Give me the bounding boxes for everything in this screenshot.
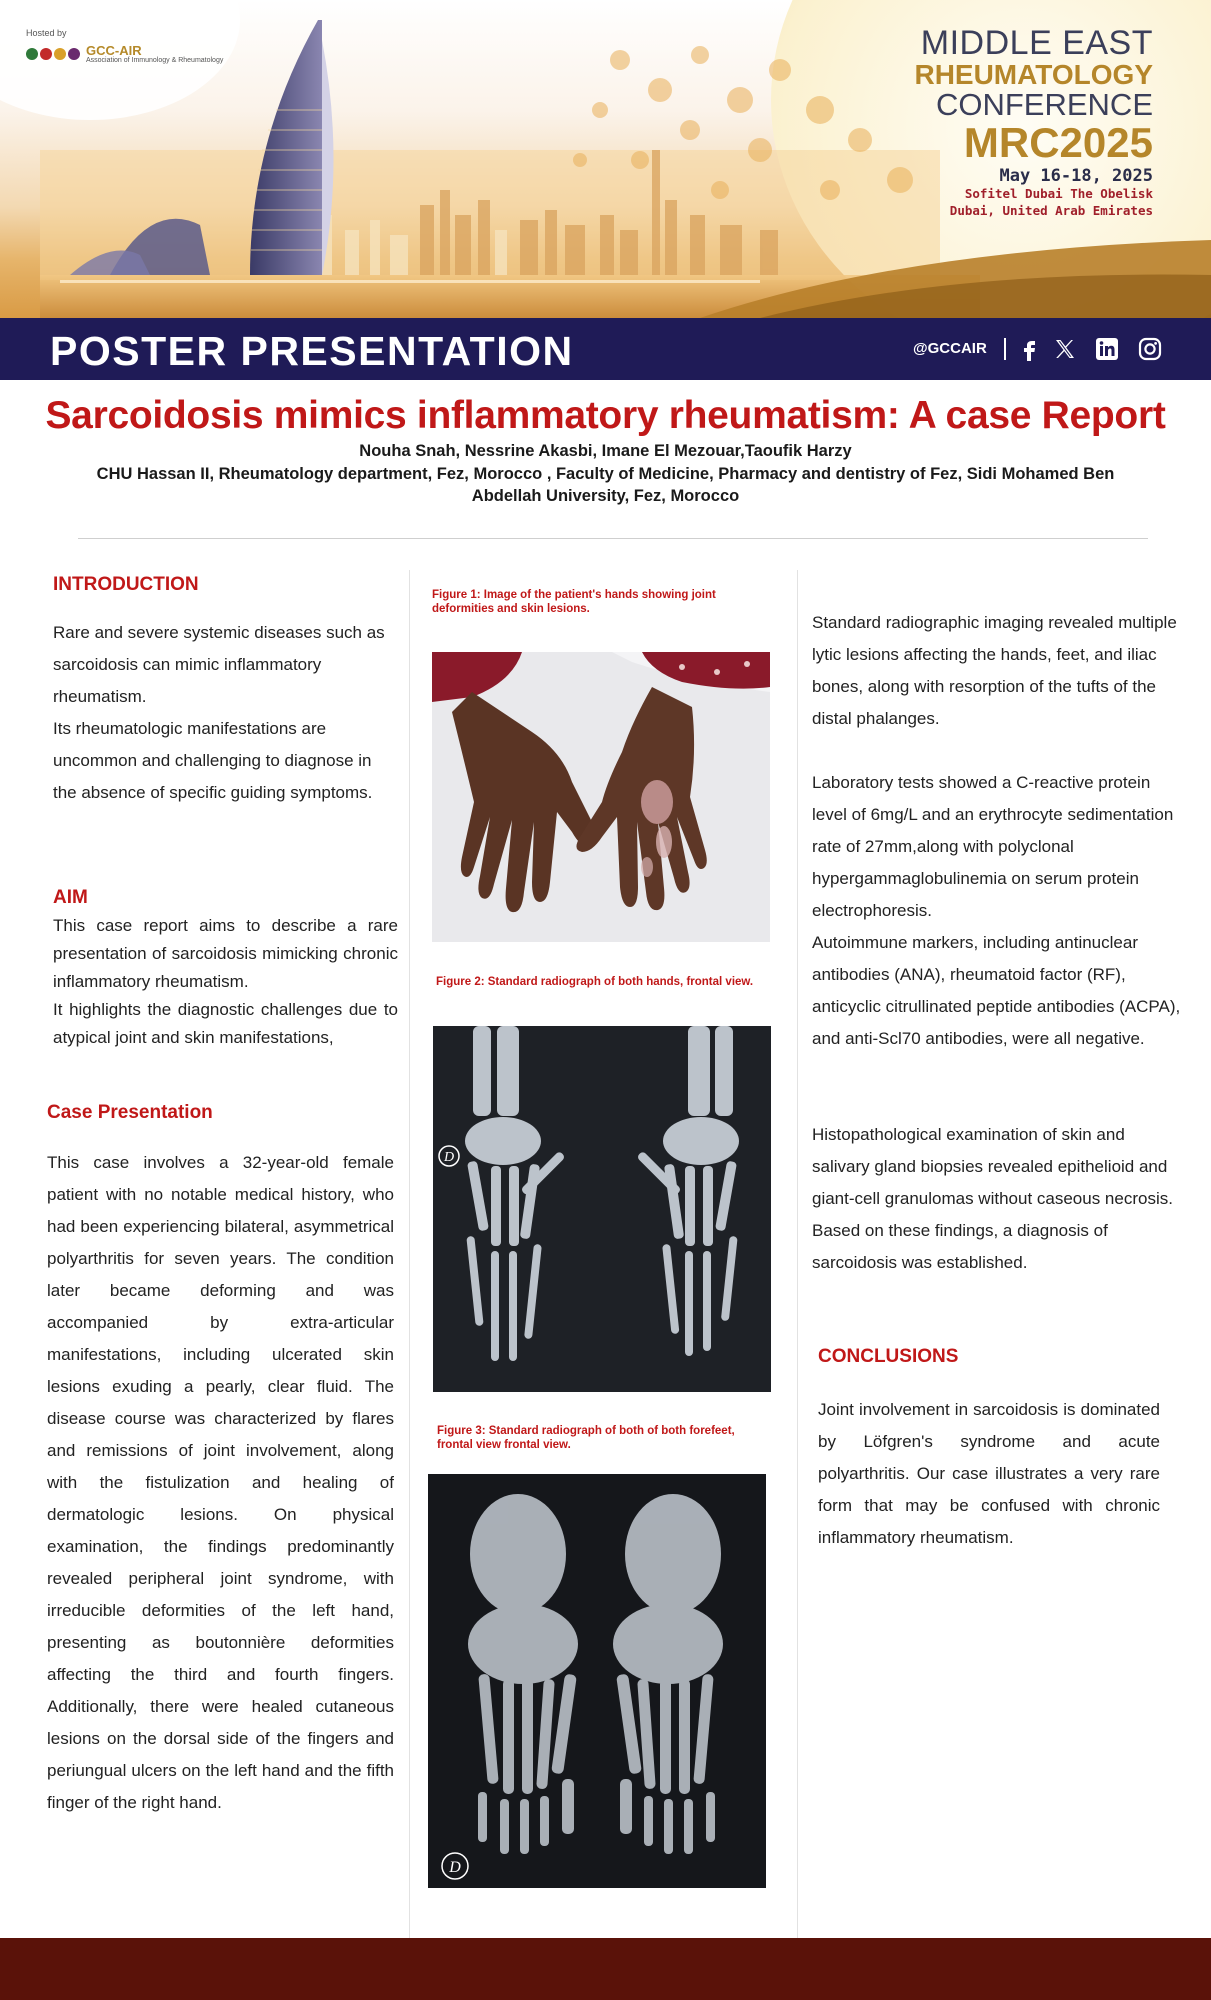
logo-name: GCC-AIR bbox=[86, 43, 142, 58]
figure-3-feet-xray bbox=[428, 1474, 766, 1888]
column-divider-1 bbox=[409, 570, 410, 1982]
introduction-paragraph-2: Its rheumatologic manifestations are uncommon and challenging to diagnose in the absence of specific guiding symptoms. bbox=[53, 719, 373, 802]
hands-xray-illustration bbox=[433, 1026, 771, 1392]
x-icon[interactable] bbox=[1053, 337, 1077, 361]
column-divider-2 bbox=[797, 570, 798, 1982]
introduction-heading: INTRODUCTION bbox=[53, 574, 199, 595]
logo-subtitle: Association of Immunology & Rheumatology bbox=[86, 57, 224, 64]
findings-paragraph-1: Standard radiographic imaging revealed multiple lytic lesions affecting the hands, feet, and iliac bones, along with resorption of the tufts of the distal phalanges. bbox=[812, 613, 1177, 728]
conclusions-heading: CONCLUSIONS bbox=[818, 1346, 959, 1367]
conference-code: MRC2025 bbox=[963, 118, 1153, 166]
facebook-icon[interactable] bbox=[1018, 337, 1042, 361]
hands-photo-illustration bbox=[432, 652, 770, 942]
footer-band bbox=[0, 1938, 1211, 2000]
case-presentation-heading: Case Presentation bbox=[47, 1102, 213, 1123]
conference-title-block bbox=[914, 26, 1153, 220]
paper-affiliation: CHU Hassan II, Rheumatology department, Fez, Morocco , Faculty of Medicine, Pharmacy and dentistry of Fez, Sidi Mohamed Ben Abdellah University, Fez, Morocco bbox=[96, 465, 1115, 505]
poster-presentation-title: POSTER PRESENTATION bbox=[50, 328, 574, 374]
conference-venue-line-1: Sofitel Dubai The Obelisk bbox=[964, 185, 1153, 201]
conference-line-1: MIDDLE EAST bbox=[920, 24, 1153, 62]
gcc-air-logo bbox=[26, 44, 223, 64]
figure-2-hands-xray bbox=[433, 1026, 771, 1392]
aim-paragraph-2: It highlights the diagnostic challenges due to atypical joint and skin manifestations, bbox=[53, 1000, 398, 1047]
conference-line-3: CONFERENCE bbox=[935, 87, 1153, 123]
aim-paragraph-1: This case report aims to describe a rare presentation of sarcoidosis mimicking chronic inflammatory rheumatism. bbox=[53, 916, 398, 991]
conference-date: May 16-18, 2025 bbox=[999, 165, 1153, 186]
aim-heading: AIM bbox=[53, 887, 88, 908]
findings-paragraph-3: Autoimmune markers, including antinuclear antibodies (ANA), rheumatoid factor (RF), anticyclic citrullinated peptide antibodies (ACPA), and anti-Scl70 antibodies, were all negative. bbox=[812, 933, 1181, 1048]
conference-venue-line-2: Dubai, United Arab Emirates bbox=[949, 202, 1153, 218]
case-presentation-paragraph: This case involves a 32-year-old female patient with no notable medical history, who had been experiencing bilateral, asymmetrical polyarthritis for seven years. The condition later became deforming and was accompanied by extra-articular manifestations, including ulcerated skin lesions exuding a pearly, clear fluid. The disease course was characterized by flares and remissions of joint involvement, along with the fistulization and healing of dermatologic lesions. On physical examination, the findings predominantly revealed peripheral joint syndrome, with irreducible deformities of the left hand, presenting as boutonnière deformities affecting the third and fourth fingers. Additionally, there were healed cutaneous lesions on the dorsal side of the fingers and periungual ulcers on the left hand and the fifth finger of the right hand. bbox=[47, 1153, 394, 1812]
findings-paragraph-2: Laboratory tests showed a C-reactive protein level of 6mg/L and an erythrocyte sedimentation rate of 27mm,along with polyclonal hypergammaglobulinemia on serum protein electrophoresis. bbox=[812, 773, 1174, 920]
hosted-by-label: Hosted by bbox=[26, 28, 67, 38]
strip-divider bbox=[1004, 338, 1006, 360]
instagram-icon[interactable] bbox=[1138, 337, 1162, 361]
logo-mark-icon bbox=[26, 48, 80, 60]
poster-presentation-strip bbox=[0, 318, 1211, 380]
linkedin-icon[interactable] bbox=[1095, 337, 1119, 361]
conference-line-2: RHEUMATOLOGY bbox=[914, 59, 1153, 90]
figure-3-caption: Figure 3: Standard radiograph of both of both forefeet, frontal view frontal view. bbox=[437, 1425, 735, 1451]
figure-1-hands-photo bbox=[432, 652, 770, 942]
header-banner bbox=[0, 0, 1211, 318]
figure-2-caption: Figure 2: Standard radiograph of both hands, frontal view. bbox=[436, 976, 754, 988]
findings-paragraph-4: Histopathological examination of skin and salivary gland biopsies revealed epithelioid and giant-cell granulomas without caseous necrosis. Based on these findings, a diagnosis of sarcoidosis was established. bbox=[812, 1125, 1173, 1272]
xray-marker-1: D bbox=[443, 1150, 455, 1165]
paper-title: Sarcoidosis mimics inflammatory rheumatism: A case Report bbox=[45, 394, 1166, 437]
social-handle[interactable]: @GCCAIR bbox=[913, 340, 987, 357]
figure-1-caption: Figure 1: Image of the patient's hands showing joint deformities and skin lesions. bbox=[432, 589, 716, 615]
title-divider bbox=[78, 538, 1148, 539]
paper-authors: Nouha Snah, Nessrine Akasbi, Imane El Mezouar,Taoufik Harzy bbox=[359, 442, 852, 460]
feet-xray-illustration bbox=[428, 1474, 766, 1888]
conclusions-paragraph: Joint involvement in sarcoidosis is dominated by Löfgren's syndrome and acute polyarthritis. Our case illustrates a very rare form that may be confused with chronic inflammatory rheumatism. bbox=[818, 1400, 1160, 1547]
introduction-paragraph-1: Rare and severe systemic diseases such as sarcoidosis can mimic inflammatory rheumatism. bbox=[53, 623, 385, 706]
xray-marker-2: D bbox=[449, 1859, 461, 1876]
